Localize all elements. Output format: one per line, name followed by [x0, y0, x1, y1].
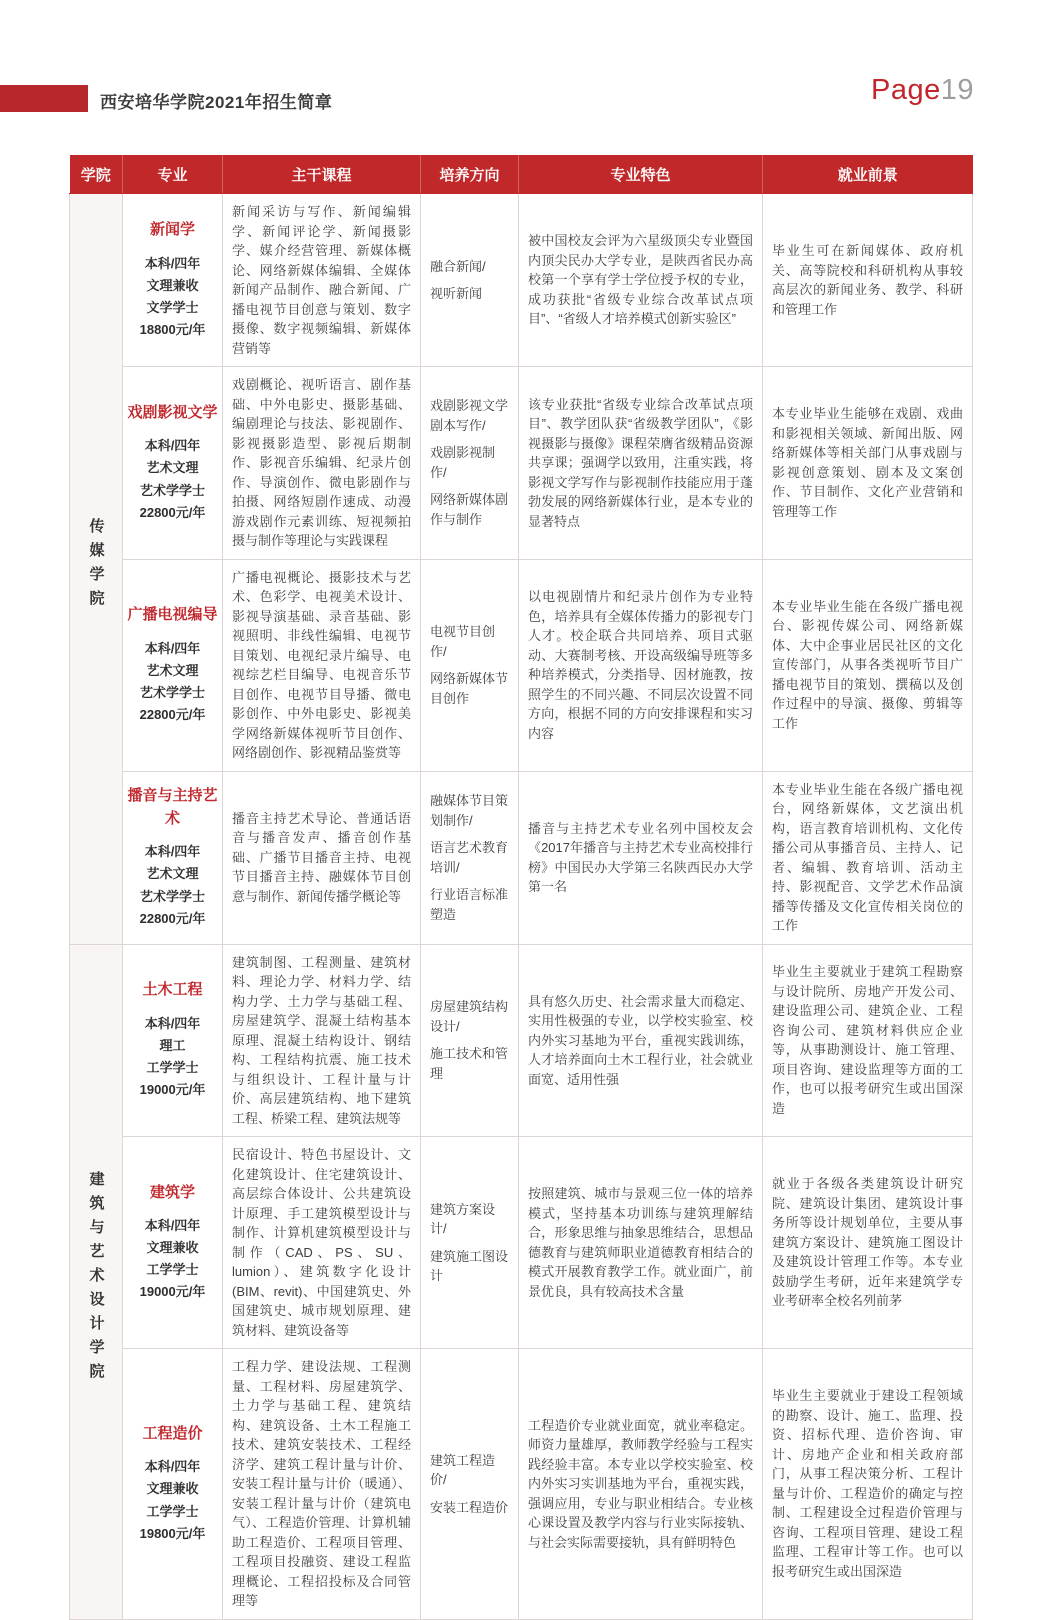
- features-cell: 具有悠久历史、社会需求量大而稳定、实用性极强的专业，以学校实验室、校内外实习基地为平台，重视实践训练，人才培养面向土木工程行业，社会就业面宽、适用性强: [519, 944, 763, 1137]
- major-detail: 文理兼收: [146, 277, 199, 293]
- major-detail: 18800元/年: [139, 321, 206, 337]
- features-cell: 工程造价专业就业面宽，就业率稳定。师资力量雄厚，教师教学经验与工程实践经验丰富。本专业以学校实验室、校内外实习实训基地为平台，重视实践，强调应用，专业与职业相结合。专业核心课设置及教学内容与行业实际接轨、与社会实际需要接轨，具有鲜明特色: [519, 1349, 763, 1620]
- major-detail: 工学学士: [146, 1503, 199, 1519]
- direction-line: 网络新媒体剧作与制作: [430, 492, 509, 527]
- prospects-cell: 毕业生可在新闻媒体、政府机关、高等院校和科研机构从事较高层次的新闻业务、教学、科研和管理工作: [763, 194, 973, 367]
- courses-cell: 建筑制图、工程测量、建筑材料、理论力学、材料力学、结构力学、土力学与基础工程、房屋建筑学、混凝土结构基本原理、混凝土结构设计、钢结构、工程结构抗震、施工技术与组织设计、工程计量与计价、高层建筑结构、地下建筑工程、桥梁工程、建筑法规等: [223, 944, 421, 1137]
- courses-cell: 民宿设计、特色书屋设计、文化建筑设计、住宅建筑设计、高层综合体设计、公共建筑设计原理、手工建筑模型设计与制作、计算机建筑模型设计与制作（CAD、PS、SU、lumion）、建筑数字化设计(BIM、revit)、中国建筑史、外国建筑史、城市规划原理、建筑材料、建筑设备等: [223, 1137, 421, 1349]
- major-detail: 19000元/年: [139, 1082, 206, 1098]
- major-detail: 本科/四年: [144, 640, 201, 656]
- program-row: [70, 559, 973, 771]
- major-detail: 文学学士: [146, 299, 199, 315]
- major-name: 新闻学: [149, 221, 195, 239]
- column-header: 学院: [70, 155, 123, 194]
- direction-cell: [421, 367, 519, 560]
- prospects-cell: 就业于各级各类建筑设计研究院、建筑设计集团、建筑设计事务所等设计规划单位，主要从事建筑方案设计、建筑施工图设计及建筑设计管理工作等。本专业鼓励学生考研，近年来建筑学专业考研率全校名列前茅: [763, 1137, 973, 1349]
- college-cell: [70, 194, 123, 945]
- major-detail: 艺术文理: [146, 460, 199, 476]
- major-name: 工程造价: [142, 1424, 203, 1442]
- direction-cell: [421, 559, 519, 771]
- major-cell: [123, 944, 223, 1137]
- prospects-cell: 本专业毕业生能在各级广播电视台、影视传媒公司、网络新媒体、大中企事业居民社区的文化宣传部门，从事各类视听节目广播电视节目的策划、撰稿以及创作过程中的导演、摄像、剪辑等工作: [763, 559, 973, 771]
- major-cell: [123, 1349, 223, 1620]
- features-cell: 以电视剧情片和纪录片创作为专业特色，培养具有全媒体传播力的影视专门人才。校企联合共同培养、项目式驱动、大赛制考核、开设高级编导班等多种培养模式，分类指导、因材施教，按照学生的不同兴趣、不同层次设置不同方向，根据不同的方向安排课程和实习内容: [519, 559, 763, 771]
- major-detail: 22800元/年: [139, 504, 206, 520]
- major-detail: 艺术学学士: [139, 684, 205, 700]
- program-row: [70, 1349, 973, 1620]
- major-detail: 文理兼收: [146, 1481, 199, 1497]
- direction-cell: [421, 194, 519, 367]
- program-row: [70, 1137, 973, 1349]
- major-detail: 22800元/年: [139, 706, 206, 722]
- major-cell: [123, 194, 223, 367]
- direction-cell: [421, 1349, 519, 1620]
- page-word: Page: [871, 74, 941, 106]
- major-detail: 19000元/年: [139, 1284, 206, 1300]
- brand-red-bar: [0, 85, 88, 112]
- page-number: [871, 74, 974, 107]
- major-detail: 文理兼收: [146, 1240, 199, 1256]
- major-cell: [123, 367, 223, 560]
- column-header: 专业特色: [519, 155, 763, 194]
- major-detail: 工学学士: [146, 1060, 199, 1075]
- direction-line: 行业语言标准塑造: [430, 887, 509, 922]
- major-name: 建筑学: [149, 1183, 195, 1201]
- major-name: 广播电视编导: [127, 606, 218, 624]
- column-header: 主干课程: [223, 155, 421, 194]
- major-cell: [123, 559, 223, 771]
- major-name: 土木工程: [142, 981, 203, 999]
- major-detail: 理工: [159, 1037, 186, 1053]
- major-detail: 本科/四年: [144, 1459, 201, 1475]
- major-detail: 本科/四年: [144, 844, 201, 860]
- direction-line: 建筑方案设计/: [430, 1201, 496, 1236]
- direction-line: 安装工程造价: [430, 1499, 509, 1515]
- major-detail: 本科/四年: [144, 1218, 201, 1234]
- direction-line: 网络新媒体节目创作: [430, 671, 509, 706]
- direction-line: 戏剧影视制作/: [430, 445, 496, 480]
- program-table-body: [70, 194, 973, 1620]
- major-detail: 艺术文理: [146, 866, 199, 882]
- direction-line: 戏剧影视文学剧本写作/: [430, 398, 509, 433]
- college-name: 传媒学院: [87, 518, 105, 614]
- direction-cell: [421, 944, 519, 1137]
- table-header-row: [70, 155, 973, 194]
- features-cell: 被中国校友会评为六星级顶尖专业暨国内顶尖民办大学专业，是陕西省民办高校第一个享有学士学位授予权的专业，成功获批“省级专业综合改革试点项目”、“省级人才培养模式创新实验区”: [519, 194, 763, 367]
- page-title: 西安培华学院2021年招生简章: [100, 93, 333, 112]
- features-cell: 按照建筑、城市与景观三位一体的培养模式，坚持基本功训练与建筑理解结合，形象思维与抽象思维结合，思想品德教育与建筑师职业道德教育相结合的模式开展教育教学工作。就业面广，前景优良，具有较高技术含量: [519, 1137, 763, 1349]
- major-name: 戏剧影视文学: [127, 403, 218, 421]
- features-cell: 该专业获批“省级专业综合改革试点项目”、教学团队获“省级教学团队”，《影视摄影与摄像》课程荣膺省级精品资源共享课；强调学以致用，注重实践，将影视文学写作与影视制作技能应用于蓬勃发展的网络新媒体行业，是本专业的显著特点: [519, 367, 763, 560]
- direction-line: 融媒体节目策划制作/: [430, 793, 509, 828]
- major-cell: [123, 1137, 223, 1349]
- features-cell: 播音与主持艺术专业名列中国校友会《2017年播音与主持艺术专业高校排行榜》中国民办大学第三名陕西民办大学第一名: [519, 771, 763, 944]
- program-table: [69, 155, 973, 1620]
- major-name: 播音与主持艺术: [127, 787, 218, 827]
- prospects-cell: 本专业毕业生能在各级广播电视台，网络新媒体，文艺演出机构，语言教育培训机构、文化传播公司从事播音员、主持人、记者、编辑、教育培训、活动主持、影视配音、文学艺术作品演播等传播及文化宣传相关岗位的工作: [763, 771, 973, 944]
- column-header: 就业前景: [763, 155, 973, 194]
- courses-cell: 播音主持艺术导论、普通话语音与播音发声、播音创作基础、广播节目播音主持、电视节目播音主持、融媒体节目创意与制作、新闻传播学概论等: [223, 771, 421, 944]
- courses-cell: 工程力学、建设法规、工程测量、工程材料、房屋建筑学、土力学与基础工程、建筑结构、建筑设备、土木工程施工技术、建筑安装技术、工程经济学、建筑工程计量与计价、安装工程计量与计价（暖通）、安装工程计量与计价（建筑电气）、工程造价管理、计算机辅助工程造价、工程项目管理、工程项目投融资、建设工程监理概论、工程招投标及合同管理等: [223, 1349, 421, 1620]
- direction-line: 施工技术和管理: [430, 1046, 509, 1081]
- major-detail: 艺术学学士: [139, 482, 205, 498]
- courses-cell: 新闻采访与写作、新闻编辑学、新闻评论学、新闻摄影学、媒介经营管理、新媒体概论、网络新媒体编辑、全媒体新闻产品制作、融合新闻、广播电视节目创意与策划、数字摄像、数字视频编辑、新媒体营销等: [223, 194, 421, 367]
- column-header: 培养方向: [421, 155, 519, 194]
- major-cell: [123, 771, 223, 944]
- page-header: [0, 74, 1050, 122]
- major-detail: 艺术学学士: [139, 888, 205, 904]
- courses-cell: 广播电视概论、摄影技术与艺术、色彩学、电视美术设计、影视导演基础、录音基础、影视照明、非线性编辑、电视节目策划、电视纪录片编导、电视综艺栏目编导、电视音乐节目创作、电视节目导播、微电影创作、中外电影史、影视美学网络新媒体视听节目创作、网络剧创作、影视精品鉴赏等: [223, 559, 421, 771]
- major-detail: 本科/四年: [144, 1015, 201, 1031]
- direction-line: 房屋建筑结构设计/: [430, 999, 509, 1034]
- direction-cell: [421, 771, 519, 944]
- prospects-cell: 毕业生主要就业于建筑工程勘察与设计院所、房地产开发公司、建设监理公司、建筑企业、工程咨询公司、建筑材料供应企业等，从事勘测设计、施工管理、项目咨询、建设监理等方面的工作，也可以报考研究生或出国深造: [763, 944, 973, 1137]
- page-number-value: 19: [940, 74, 974, 106]
- direction-line: 建筑工程造价/: [430, 1452, 496, 1487]
- major-detail: 本科/四年: [144, 438, 201, 454]
- prospects-cell: 毕业生主要就业于建设工程领域的勘察、设计、施工、监理、投资、招标代理、造价咨询、审计、房地产企业和相关政府部门，从事工程决策分析、工程计量与计价、工程造价的确定与控制、工程建设全过程造价管理与咨询、工程项目管理、建设工程监理、工程审计等工作。也可以报考研究生或出国深造: [763, 1349, 973, 1620]
- major-detail: 本科/四年: [144, 255, 201, 271]
- direction-line: 语言艺术教育培训/: [430, 840, 509, 875]
- major-detail: 19800元/年: [139, 1525, 206, 1541]
- direction-line: 电视节目创作/: [430, 624, 496, 659]
- direction-line: 融合新闻/: [430, 258, 486, 274]
- direction-line: 建筑施工图设计: [430, 1248, 509, 1283]
- program-row: [70, 771, 973, 944]
- prospects-cell: 本专业毕业生能够在戏剧、戏曲和影视相关领域、新闻出版、网络新媒体等相关部门从事戏剧与影视创意策划、剧本及文案创作、节目制作、文化产业营销和管理等工作: [763, 367, 973, 560]
- college-name: 建筑与艺术设计学院: [87, 1170, 105, 1387]
- major-detail: 工学学士: [146, 1262, 199, 1278]
- direction-cell: [421, 1137, 519, 1349]
- major-detail: 22800元/年: [139, 910, 206, 926]
- direction-line: 视听新闻: [430, 286, 483, 301]
- major-detail: 艺术文理: [146, 662, 199, 678]
- program-row: [70, 944, 973, 1137]
- program-row: [70, 194, 973, 367]
- courses-cell: 戏剧概论、视听语言、剧作基础、中外电影史、摄影基础、编剧理论与技法、影视剧作、影视摄影造型、影视后期制作、影视音乐编辑、纪录片创作、导演创作、微电影剧作与拍摄、网络短剧作速成、动漫游戏剧作元素训练、短视频拍摄与制作等理论与实践课程: [223, 367, 421, 560]
- column-header: 专业: [123, 155, 223, 194]
- program-row: [70, 367, 973, 560]
- college-cell: [70, 944, 123, 1619]
